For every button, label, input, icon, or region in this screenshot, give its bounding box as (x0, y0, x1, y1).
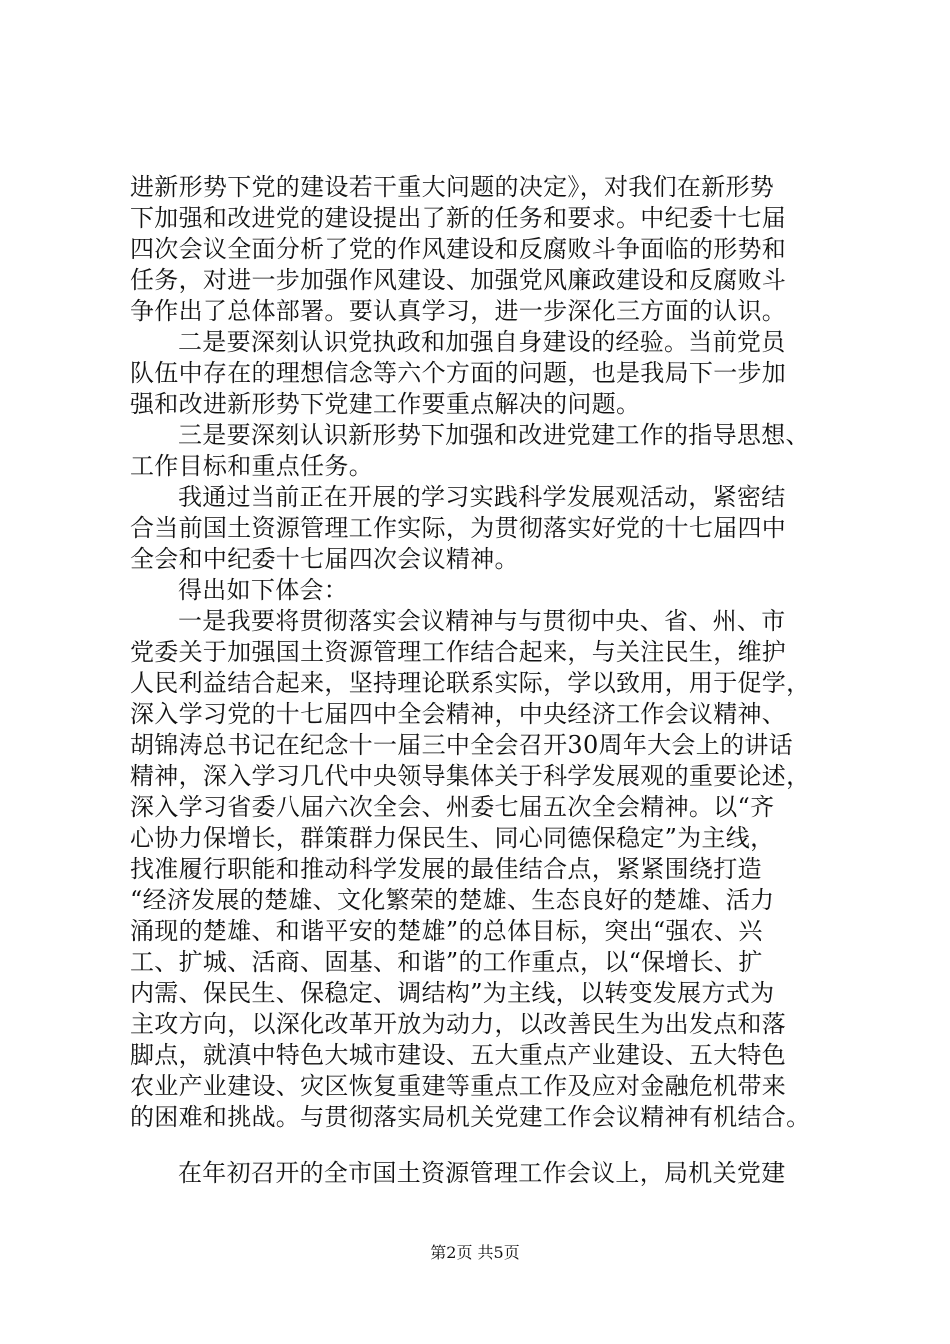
text-line: 主攻方向，以深化改革开放为动力，以改善民生为出发点和落 (130, 1010, 787, 1038)
text-line: 涌现的楚雄、和谐平安的楚雄”的总体目标，突出“强农、兴 (130, 917, 763, 945)
document-body (130, 172, 860, 1189)
page-number-footer: 第2页 共5页 (430, 1243, 520, 1262)
text-line: “经济发展的楚雄、文化繁荣的楚雄、生态良好的楚雄、活力 (130, 886, 775, 914)
text-line: 内需、保民生、保稳定、调结构”为主线，以转变发展方式为 (130, 979, 775, 1007)
paragraph-gap (130, 1133, 860, 1158)
text-line: 我通过当前正在开展的学习实践科学发展观活动，紧密结 (178, 483, 786, 511)
text-line: 工作目标和重点任务。 (130, 452, 373, 480)
text-line: 脚点，就滇中特色大城市建设、五大重点产业建设、五大特色 (130, 1041, 787, 1069)
text-line: 强和改进新形势下党建工作要重点解决的问题。 (130, 390, 641, 418)
text-line: 得出如下体会： (178, 576, 349, 604)
text-line: 队伍中存在的理想信念等六个方面的问题，也是我局下一步加 (130, 359, 787, 387)
text-line: 一是我要将贯彻落实会议精神与与贯彻中央、省、州、市 (178, 607, 786, 635)
text-line: 在年初召开的全市国土资源管理工作会议上，局机关党建 (178, 1159, 786, 1187)
text-line: 进新形势下党的建设若干重大问题的决定》，对我们在新形势 (130, 173, 775, 201)
text-line: 任务，对进一步加强作风建设、加强党风廉政建设和反腐败斗 (130, 266, 787, 294)
text-line: 合当前国土资源管理工作实际，为贯彻落实好党的十七届四中 (130, 514, 787, 542)
text-line: 找准履行职能和推动科学发展的最佳结合点，紧紧围绕打造 (130, 855, 762, 883)
text-line: 二是要深刻认识党执政和加强自身建设的经验。当前党员 (178, 328, 786, 356)
text-line: 深入学习党的十七届四中全会精神，中央经济工作会议精神、 (130, 700, 787, 728)
text-line: 精神，深入学习几代中央领导集体关于科学发展观的重要论述， (130, 762, 811, 790)
text-line: 的困难和挑战。与贯彻落实局机关党建工作会议精神有机结合。 (130, 1103, 811, 1131)
text-line: 三是要深刻认识新形势下加强和改进党建工作的指导思想、 (178, 421, 810, 449)
text-line: 农业产业建设、灾区恢复重建等重点工作及应对金融危机带来 (130, 1072, 787, 1100)
text-line: 工、扩城、活商、固基、和谐”的工作重点，以“保增长、扩 (130, 948, 763, 976)
text-line: 人民利益结合起来，坚持理论联系实际，学以致用，用于促学， (130, 669, 811, 697)
text-line: 全会和中纪委十七届四次会议精神。 (130, 545, 519, 573)
text-line: 下加强和改进党的建设提出了新的任务和要求。中纪委十七届 (130, 204, 787, 232)
text-line: 深入学习省委八届六次全会、州委七届五次全会精神。以“齐 (130, 793, 775, 821)
text-line: 争作出了总体部署。要认真学习，进一步深化三方面的认识。 (130, 297, 787, 325)
text-line: 胡锦涛总书记在纪念十一届三中全会召开30周年大会上的讲话 (130, 731, 793, 759)
text-line: 四次会议全面分析了党的作风建设和反腐败斗争面临的形势和 (130, 235, 787, 263)
text-line: 党委关于加强国土资源管理工作结合起来，与关注民生，维护 (130, 638, 787, 666)
text-line: 心协力保增长，群策群力保民生、同心同德保稳定”为主线， (130, 824, 775, 852)
